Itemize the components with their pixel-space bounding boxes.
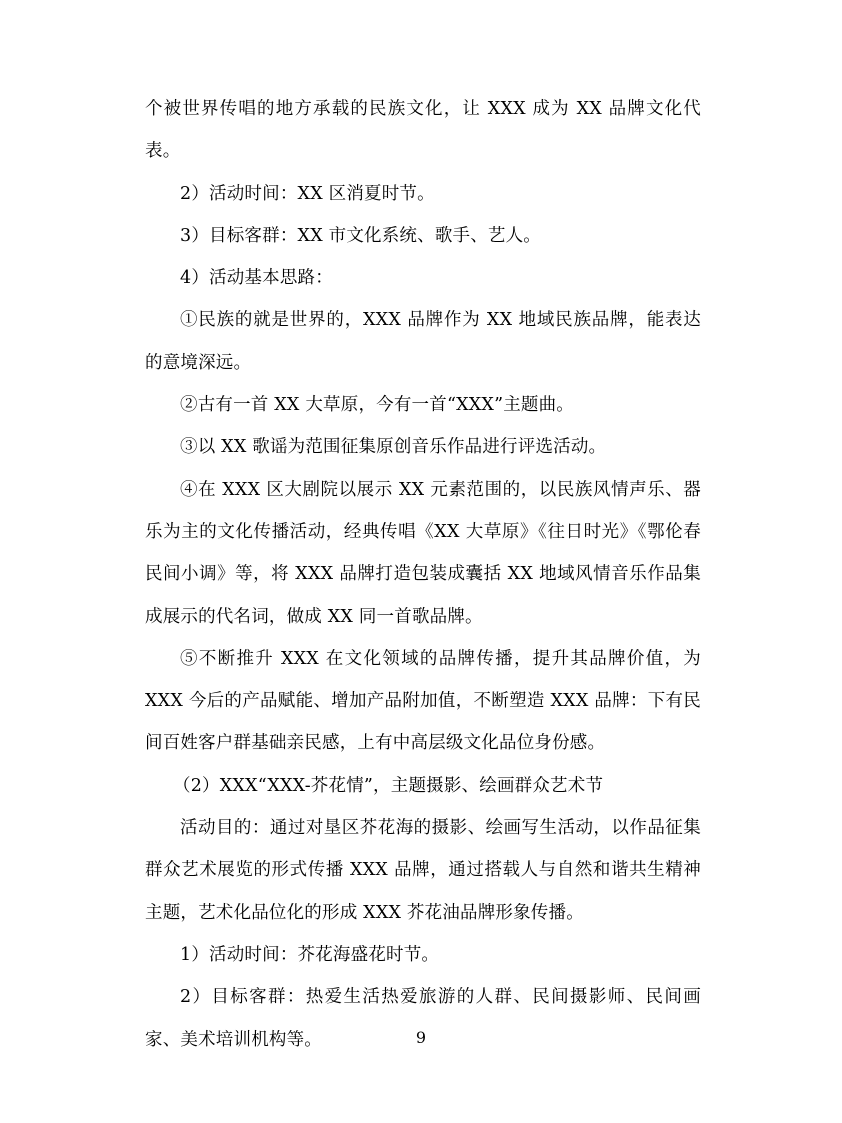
paragraph: 2）目标客群：热爱生活热爱旅游的人群、民间摄影师、民间画家、美术培训机构等。	[145, 987, 701, 1050]
paragraph: ①民族的就是世界的，XXX 品牌作为 XX 地域民族品牌，能表达的意境深远。	[145, 310, 701, 373]
paragraph: ④在 XXX 区大剧院以展示 XX 元素范围的，以民族风情声乐、器乐为主的文化传播活动，经典传唱《XX 大草原》《往日时光》《鄂伦春民间小调》等，将 XXX 品牌打造包装成囊括 XX 地域风情音乐作品集成展示的代名词，做成 XX 同一首歌品牌。	[145, 479, 701, 627]
page-number: 9	[415, 1028, 427, 1047]
paragraph: 4）活动基本思路：	[180, 268, 333, 289]
document-body	[145, 88, 701, 1061]
paragraph: 个被世界传唱的地方承载的民族文化，让 XXX 成为 XX 品牌文化代表。	[145, 99, 701, 162]
paragraph: ⑤不断推升 XXX 在文化领域的品牌传播，提升其品牌价值，为 XXX 今后的产品赋能、增加产品附加值，不断塑造 XXX 品牌：下有民间百姓客户群基础亲民感，上有中高层级文化品位身份感。	[145, 648, 701, 754]
paragraph: 活动目的：通过对垦区芥花海的摄影、绘画写生活动，以作品征集群众艺术展览的形式传播 XXX 品牌，通过搭载人与自然和谐共生精神主题，艺术化品位化的形成 XXX 芥花油品牌形象传播。	[145, 818, 701, 923]
section-heading: （2）XXX“XXX-芥花情”，主题摄影、绘画群众艺术节	[173, 775, 604, 796]
paragraph: ②古有一首 XX 大草原，今有一首“XXX”主题曲。	[180, 395, 575, 416]
paragraph: ③以 XX 歌谣为范围征集原创音乐作品进行评选活动。	[180, 437, 607, 458]
paragraph: 3）目标客群：XX 市文化系统、歌手、艺人。	[180, 225, 542, 246]
paragraph: 1）活动时间：芥花海盛花时节。	[180, 944, 440, 965]
paragraph: 2）活动时间：XX 区消夏时节。	[180, 183, 435, 204]
